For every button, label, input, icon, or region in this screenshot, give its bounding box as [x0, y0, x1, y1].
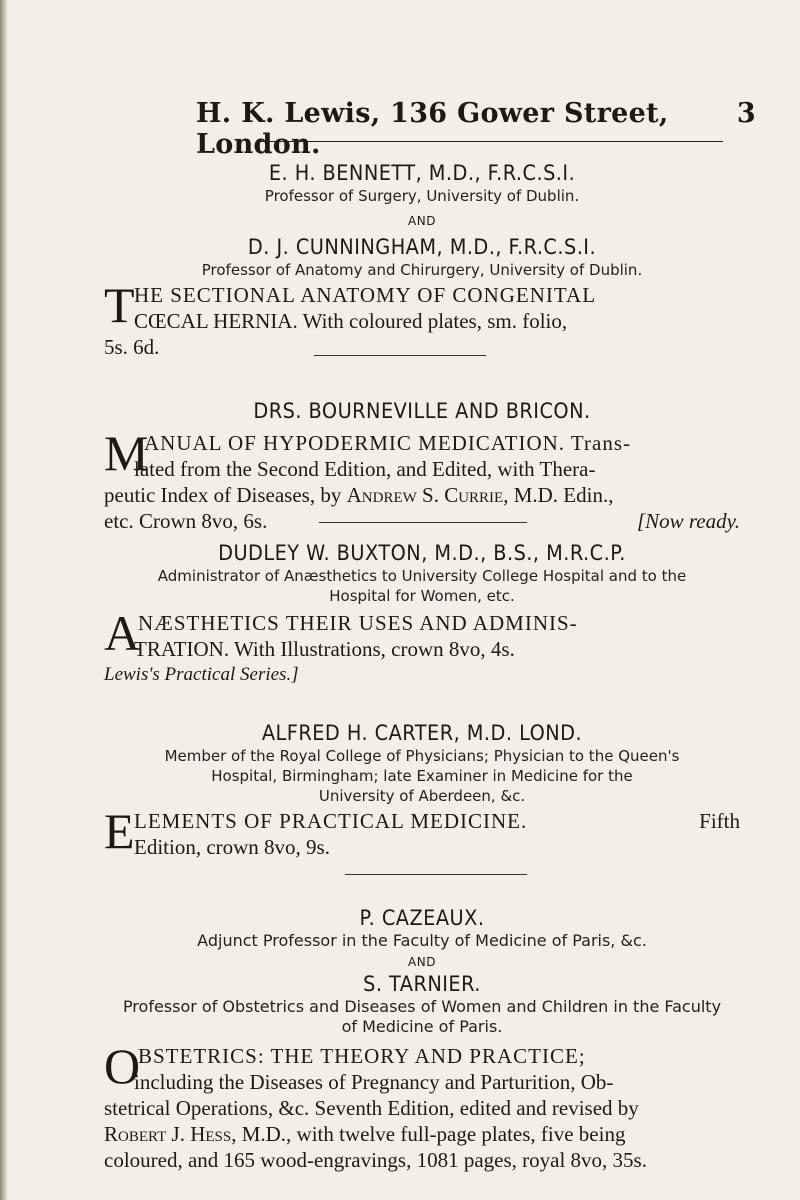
entry-bourneville-bricon	[104, 398, 740, 534]
page-number: 3	[736, 98, 756, 129]
drop-cap: E	[104, 803, 135, 859]
book-text-line: peutic Index of Diseases, by Andrew S. Currie, M.D. Edin.,	[104, 483, 614, 507]
section-divider	[345, 874, 527, 875]
drop-cap: M	[104, 425, 149, 481]
drop-cap: T	[104, 277, 135, 333]
availability-note: [Now ready.	[636, 509, 740, 533]
book-text-line: TRATION. With Illustrations, crown 8vo, 4s.	[134, 637, 515, 661]
author-credentials: University of Aberdeen, &c.	[318, 787, 526, 805]
entry-carter	[104, 720, 740, 860]
book-description	[104, 277, 740, 360]
book-description	[104, 803, 740, 860]
entry-cazeaux-tarnier	[104, 905, 740, 1173]
book-price: 5s. 6d.	[104, 335, 160, 359]
book-text-line: coloured, and 165 wood-engravings, 1081 pages, royal 8vo, 35s.	[104, 1148, 647, 1172]
conjunction: AND	[408, 214, 436, 228]
author-credentials: Professor of Anatomy and Chirurgery, University of Dublin.	[201, 261, 643, 279]
section-divider	[319, 522, 527, 523]
book-title-line: LEMENTS OF PRACTICAL MEDICINE. Fifth	[134, 809, 740, 833]
header-rule	[258, 141, 723, 142]
author-name: DRS. BOURNEVILLE AND BRICON.	[253, 399, 591, 423]
author-name: E. H. BENNETT, M.D., F.R.C.S.I.	[268, 161, 576, 185]
book-description	[104, 1038, 740, 1173]
author-credentials: Hospital for Women, etc.	[329, 587, 515, 605]
page-spine-shadow	[0, 0, 8, 1200]
book-text-line: etc. Crown 8vo, 6s. [Now ready.	[104, 509, 740, 533]
author-credentials: of Medicine of Paris.	[341, 1017, 503, 1036]
editor-name: Andrew S. Currie	[346, 483, 504, 507]
drop-cap: A	[104, 605, 141, 661]
running-head-title: H. K. Lewis, 136 Gower Street, London.	[196, 98, 669, 160]
book-text-line: stetrical Operations, &c. Seventh Edition, edited and revised by	[104, 1096, 639, 1120]
book-text-line: Robert J. Hess, M.D., with twelve full-page plates, five being	[104, 1122, 626, 1146]
author-credentials: Adjunct Professor in the Faculty of Medicine of Paris, &c.	[197, 931, 647, 950]
book-text-line: lated from the Second Edition, and Edited, with Thera-	[134, 457, 596, 481]
author-name: D. J. CUNNINGHAM, M.D., F.R.C.S.I.	[247, 235, 597, 259]
book-text-line: including the Diseases of Pregnancy and Parturition, Ob-	[134, 1070, 614, 1094]
author-name: P. CAZEAUX.	[359, 906, 485, 930]
conjunction: AND	[408, 955, 436, 969]
author-credentials: Hospital, Birmingham; late Examiner in Medicine for the	[211, 767, 633, 785]
book-title-line: BSTETRICS: THE THEORY AND PRACTICE;	[138, 1044, 586, 1068]
author-credentials: Administrator of Anæsthetics to University College Hospital and to the	[157, 567, 687, 585]
editor-name: Robert J. Hess	[104, 1122, 232, 1146]
book-text-line: Edition, crown 8vo, 9s.	[134, 835, 330, 859]
author-credentials: Member of the Royal College of Physicians; Physician to the Queen's	[164, 747, 680, 765]
entry-bennett-cunningham	[104, 160, 740, 360]
book-description	[104, 605, 740, 688]
book-title-line: HE SECTIONAL ANATOMY OF CONGENITAL	[134, 283, 597, 307]
author-name: DUDLEY W. BUXTON, M.D., B.S., M.R.C.P.	[218, 541, 626, 565]
author-name: S. TARNIER.	[363, 972, 481, 996]
entry-buxton	[104, 540, 740, 688]
book-title-line: NÆSTHETICS THEIR USES AND ADMINIS-	[138, 611, 578, 635]
author-name: ALFRED H. CARTER, M.D. LOND.	[261, 721, 583, 745]
author-credentials: Professor of Obstetrics and Diseases of Women and Children in the Faculty	[122, 997, 722, 1016]
book-description	[104, 425, 740, 534]
series-name: Lewis's Practical Series.]	[104, 664, 299, 685]
book-title-line: ANUAL OF HYPODERMIC MEDICATION. Trans-	[144, 431, 631, 455]
book-title-line: CŒCAL HERNIA. With coloured plates, sm. folio,	[134, 309, 568, 333]
author-credentials: Professor of Surgery, University of Dublin.	[264, 187, 580, 205]
drop-cap: O	[104, 1038, 141, 1094]
section-divider	[314, 355, 486, 356]
